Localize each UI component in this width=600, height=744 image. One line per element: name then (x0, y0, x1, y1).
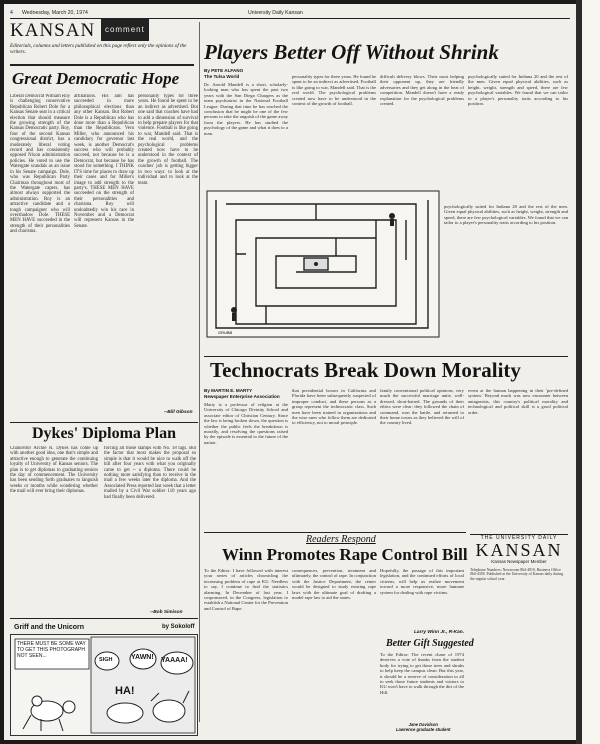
players-col4: psychologically suited for Indiana 20 and the rest of the men. Given equal physical abilities, such as height, weight, strength and speed, there are few psychological variables. We found that we can tailor to a player's personality traits according to his position. (468, 74, 568, 107)
dateline: Wednesday, March 20, 1974 (22, 10, 88, 16)
paper-name: University Daily Kansan (248, 10, 303, 16)
cartoon-top-rule (10, 618, 198, 619)
rape-top-rule (204, 532, 466, 533)
editorial-policy: Editorials, columns and letters published on this page reflect only the opinions of the writers. (10, 43, 187, 55)
cartoon-bubble-1: THERE MUST BE SOME WAY TO GET THIS PHOTOGRAPH NOT SEEN... (17, 641, 86, 659)
dykes-col1: Chancellor Archie R. Dykes has come up with another good idea, one that's simple and attractive enough to generate the continuing loyalty of University of Kansas seniors. The plan is to get diplomas to graduating seniors the day of commencement. The University has been sending forth graduates to languish weeks or months while wondering whether the mail will ever bring their diplomas. (10, 446, 98, 495)
rape-col1: To the Editor: I have followed with interest your series of articles chronicling the increasing problem of rape at KU. Needless to say, I continue to find the statistics alarming. In December of last year, I cosponsored, in the Congress, legislation to establish a National Center for the Prevention and Control of Rape. (204, 568, 288, 611)
cartoon-author: by Sokoloff (162, 624, 195, 630)
players-col3: difficult delivery blows. Their most helping their opponent up, they are friendly adversaries and they get along in the heat of competition. Mandell doesn't have a ready explanation for the psychological problems created. (380, 74, 464, 107)
udk-info: Telephone Numbers: Newsroom 864-4810, Business Office 864-4358. Published at the University of Kansas daily during the regular school year. (470, 568, 564, 581)
techno-col4: event at the human happening in their 'pre-defined system.' Beyond much was now encounter between antagonists, this country's political morality and technological and political skill is a good political order. (468, 388, 568, 415)
cartoon-bubble-3: YAWN! (131, 654, 154, 661)
comment-tag: comment (101, 18, 149, 41)
dykes-top-rule (10, 422, 198, 423)
players-col2: personality types for three years. He found he spent to be an indirect as advertised. Football is like going to war, Mandell said. That is the real world. The psychological problems created now have to be understood in the context of the growth of football. (292, 74, 376, 107)
page-number: 4 (10, 10, 13, 16)
cartoon-bubble-2: SIGH (99, 657, 113, 663)
techno-byline: By MARTIN E. MARTY Newspaper Enterprise Association (204, 388, 280, 399)
techno-col3: family conventional political opinions, very much the successful marriage unite, well-dressed, short-haired. The grounds of their ethics were clear: they followed the chain of command, won the battle, and returned to their home towns as they believed the will of the country lived. (380, 388, 464, 426)
hope-signature: --Bill Gibson (164, 410, 193, 415)
page-header (10, 10, 570, 18)
gift-col1: To the Editor: The recent chase of 1974 deserves a vote of thanks from the student body for trying to get those trees and shrubs to help keep the campus clean. But this year, it should be a reserve of consideration to all to seek those future students and visitors to KU won't have to walk through the dirt of the Hill. (380, 652, 464, 695)
techno-top-rule (204, 356, 568, 357)
techno-col1: Marty is a professor of religion at the University of Chicago Divinity School and associate editor of Christian Century. Since the law is being broken down, the question is whether the public feels the breakdown is morally, and resolving the questions raised by the episode is essential to the future of the nation. (204, 402, 288, 445)
dykes-headline: Dykes' Diploma Plan (32, 425, 177, 442)
kansan-masthead (10, 18, 194, 62)
cartoon-bubble-4: HA! (115, 685, 135, 697)
udk-masthead-box (470, 534, 568, 724)
hope-col3: personality types for three years. He found he spent to be an indirect as advertised. But one said that coaches have had to add a dimension of survival to help prepare players for that violence. Football is like going to war, Mandell said. That is the real world, and the psychological problems created now have to be understood in the context of the growth of football. The coaches' job is getting bigger in two ways: to look at the individual and to look at the team. (138, 94, 198, 186)
logo: KANSAN comment (10, 18, 194, 41)
cartoon-bubble-5: YAAAA! (161, 657, 188, 664)
rape-headline: Winn Promotes Rape Control Bill (222, 545, 468, 564)
gift-headline: Better Gift Suggested (386, 638, 474, 649)
rape-col2: consequences, prevention, treatment and ultimately, the control of rape. In conjunction with the Justice Department, the center would be designed to study existing rape laws with the ultimate goal of drafting a model rape law to aid the states. (292, 568, 376, 601)
dykes-col2: forcing all those stamps with No. 18 tags. But the factor that most makes the proposal so simple is that it would be nice to walk off the hill after four years with what you originally came to get -- a diploma. There could be nothing more satisfying than to receive in the mail a few weeks later the diploma. And the Associated Press reported last week that a letter mailed by a Civil War soldier 110 years ago had finally been delivered. (104, 446, 196, 500)
players-headline: Players Better Off Without Shrink (204, 40, 499, 64)
hope-col2: affiliations. His aim has succeeded in more philosophical elections than any other Kansan. But Robert Dole is a Republican who has done more than a Republican than the Republicans. Vern Miller, who announced his candidacy for governor last week, is another Democrat's success who will probably succeed, not because he is a Democrat, but because he has stood for something. I THINK IT'S time for places to draw up their cases and for Miller's image to add strength to the party's. THESE MEN HAVE succeeded on the strength of their personalities and charisma. Roy will undoubtedly win his race in November and a Democrat will represent Kansas in the Senate. (74, 94, 134, 229)
udk-sub: Kansas Newspaper Member (491, 559, 547, 564)
dykes-signature: --Bob Simison (150, 610, 183, 615)
udk-top-line: THE UNIVERSITY DAILY (480, 535, 558, 541)
techno-headline: Technocrats Break Down Morality (210, 358, 521, 382)
right-page-edge (576, 0, 600, 744)
rape-col3: Hopefully, the passage of this important legislation, and the continued efforts of local citizens, will help us realize movement toward a more responsive, more humane system for dealing with rape victims. (380, 568, 464, 595)
players-byline: By PETE ALFANO The Tulsa World (204, 68, 244, 79)
readers-respond-kicker: Readers Respond (306, 534, 376, 545)
column-divider (199, 22, 200, 722)
rape-signature: Larry Winn Jr., R-Kan. (414, 630, 465, 635)
hope-col1: Liberal Democrat William Roy is challenging conservative Republican Robert Dole for a Kansas Senate seat in a critical election that should measure the growing strength of the Kansas Democratic party. Roy, four of the second Kansas congressional district, has a moderately liberal voting record and has consistently opposed Nixon administration policies. He voted to use the Watergate scandals as an issue in his Senate campaign. Dole, who was Republican Party Chairman throughout most of the Watergate capers, has almost always supported the administration. Roy is an attractive candidate and a tough campaigner who will overshadow Dole. THESE MEN HAVE succeeded in the strength of their personalities and charisma. (10, 94, 70, 235)
gift-signature: Jane Davidson Lawrence graduate student (396, 722, 451, 732)
maze-illustration (206, 190, 440, 338)
adjacent-page-edge (582, 0, 600, 744)
udk-name: KANSAN (475, 540, 563, 560)
hope-headline: Great Democratic Hope (12, 69, 180, 88)
newspaper-page (4, 4, 576, 740)
players-col1: Dr. Arnold Mandell is a short, scholarly-looking man who has spent the past two years with the San Diego Chargers as the team psychiatrist in the National Football League. During that time he has reached the conclusion that he might be one of the few persons to take the anguish of the game away from the players. He has studied the psychology of the game and what it does to a man. (204, 82, 288, 136)
masthead-rule (10, 64, 194, 66)
cartoon-panel (10, 634, 198, 736)
cartoon-title: Griff and the Unicorn (14, 624, 84, 631)
techno-col2: that presidential bosses in California and Florida have been subsequently suspected of improper conduct, and these persons as a group represent the technocratic class. Such men have been trained in organizations and the wise ones who follow them are dedicated to efficiency, not to moral principle. (292, 388, 376, 426)
svg-text:GRUBB: GRUBB (218, 330, 233, 335)
players-col4-continued: psychologically suited for Indiana 20 and the rest of the men. Given equal physical abilities, such as height, weight, strength and speed, there are few psychological variables. We found that we can tailor to a player's personality traits according to his position. (444, 204, 568, 226)
